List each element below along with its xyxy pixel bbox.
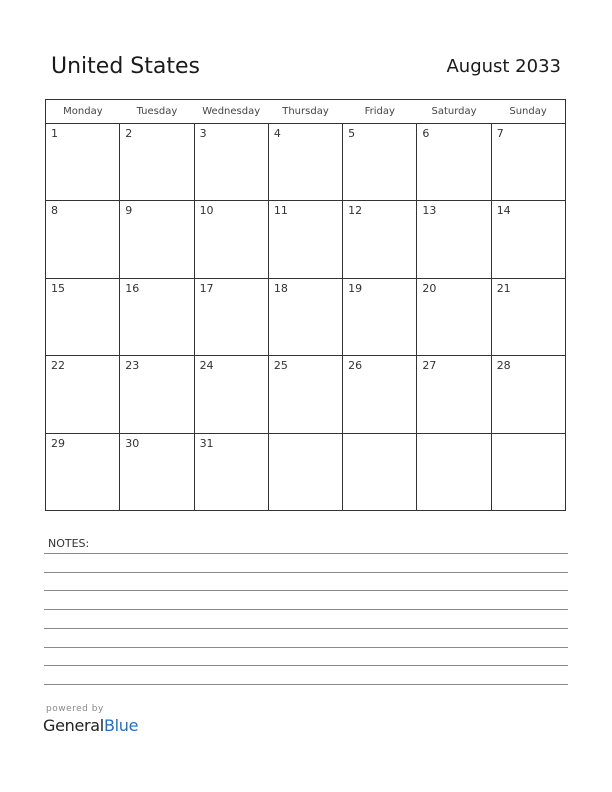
day-cell: [491, 356, 565, 433]
day-cell: [120, 201, 194, 278]
day-cell: [46, 356, 120, 433]
day-cell: [491, 278, 565, 355]
day-cell: [194, 201, 268, 278]
day-cell: [120, 356, 194, 433]
day-number: 12: [348, 204, 363, 218]
day-number: 31: [199, 436, 214, 450]
calendar-grid: [45, 99, 566, 511]
note-line: [44, 628, 568, 629]
day-cell: [417, 433, 491, 510]
note-line: [44, 609, 568, 610]
day-number: 22: [51, 359, 65, 373]
day-number: [417, 434, 490, 437]
day-cell: [194, 356, 268, 433]
day-number: 7: [496, 127, 504, 140]
weekday-header: Wednesday: [194, 100, 268, 124]
day-number: [492, 434, 565, 437]
day-cell: [268, 433, 342, 510]
day-cell: [268, 201, 342, 278]
day-cell: [343, 201, 417, 278]
weekday-header-row: [46, 100, 566, 124]
day-cell: [417, 356, 491, 433]
day-cell: [194, 433, 268, 510]
day-number: 8: [51, 204, 58, 218]
notes-label: NOTES:: [48, 537, 90, 550]
day-number: 1: [51, 127, 58, 140]
note-line: [44, 590, 568, 591]
day-number: [269, 434, 342, 437]
day-cell: [491, 124, 565, 201]
weekday-header: Saturday: [417, 100, 491, 124]
day-number: 15: [51, 281, 65, 295]
week-row: [46, 124, 566, 201]
day-cell: [491, 201, 565, 278]
day-number: 25: [273, 359, 288, 373]
day-cell: [491, 433, 565, 510]
day-number: 9: [125, 204, 133, 218]
weekday-header: Thursday: [268, 100, 342, 124]
brand-logo: [43, 716, 138, 735]
day-cell: [268, 124, 342, 201]
day-number: 19: [348, 281, 363, 295]
note-line: [44, 647, 568, 648]
week-row: [46, 433, 566, 510]
day-cell: [268, 278, 342, 355]
brand-name-part2: Blue: [103, 716, 139, 735]
week-row: [46, 278, 566, 355]
country-title: United States: [51, 54, 200, 79]
note-line: [44, 684, 568, 685]
day-number: 24: [199, 359, 214, 373]
day-cell: [120, 433, 194, 510]
day-number: 3: [199, 127, 207, 140]
day-number: 16: [125, 281, 140, 295]
note-line: [44, 553, 568, 554]
day-number: 11: [273, 204, 288, 218]
day-number: 26: [348, 359, 363, 373]
day-cell: [417, 201, 491, 278]
brand-name-part1: General: [43, 716, 104, 735]
day-cell: [194, 124, 268, 201]
day-number: 2: [125, 127, 133, 140]
day-cell: [46, 433, 120, 510]
weekday-header: Friday: [343, 100, 417, 124]
day-number: 21: [496, 281, 511, 295]
day-cell: [120, 278, 194, 355]
day-cell: [46, 201, 120, 278]
day-number: 28: [496, 359, 511, 373]
day-number: 14: [496, 204, 511, 218]
week-row: [46, 201, 566, 278]
day-number: 23: [125, 359, 140, 373]
day-number: [343, 434, 416, 437]
day-number: 5: [348, 127, 356, 140]
day-number: 4: [273, 127, 281, 140]
note-line: [44, 572, 568, 573]
day-cell: [417, 278, 491, 355]
day-cell: [343, 278, 417, 355]
week-row: [46, 356, 566, 433]
day-cell: [194, 278, 268, 355]
weekday-header: Sunday: [491, 100, 565, 124]
day-number: 6: [422, 127, 430, 140]
day-cell: [343, 433, 417, 510]
day-number: 27: [422, 359, 437, 373]
weekday-header: Monday: [46, 100, 120, 124]
note-line: [44, 665, 568, 666]
weekday-header: Tuesday: [120, 100, 194, 124]
day-cell: [343, 356, 417, 433]
day-number: 10: [199, 204, 214, 218]
day-number: 18: [273, 281, 288, 295]
day-number: 17: [199, 281, 214, 295]
day-number: 29: [51, 436, 65, 450]
day-number: 20: [422, 281, 437, 295]
day-number: 13: [422, 204, 437, 218]
day-number: 30: [125, 436, 140, 450]
day-cell: [343, 124, 417, 201]
powered-by-text: powered by: [46, 704, 104, 714]
month-year-title: August 2033: [446, 56, 561, 77]
day-cell: [417, 124, 491, 201]
day-cell: [268, 356, 342, 433]
day-cell: [120, 124, 194, 201]
day-cell: [46, 278, 120, 355]
day-cell: [46, 124, 120, 201]
